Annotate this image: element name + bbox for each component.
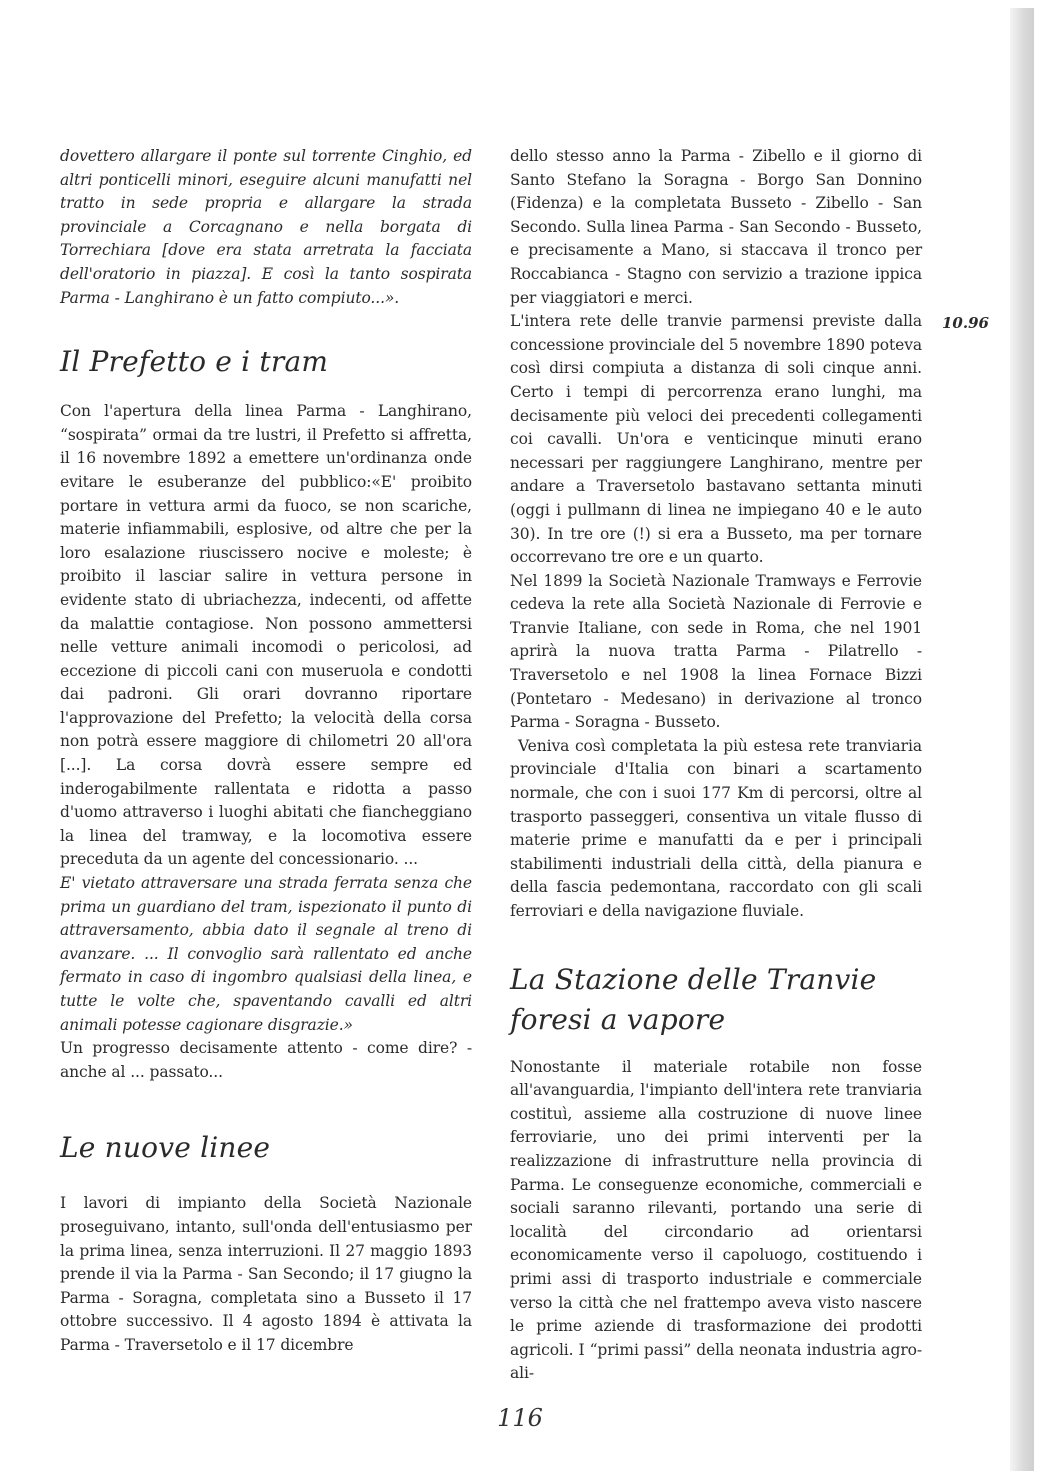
nuove-linee-paragraph: I lavori di impianto della Società Nazionale proseguivano, intanto, sull'onda dell'entusiasmo per la prima linea, senza interruzioni. Il 27 maggio 1893 prende il via la Parma - San Secondo; il 17 giugno la Parma - Soragna, completata sino a Busseto il 17 ottobre successivo. Il 4 agosto 1894 è attivata la Parma - Traversetolo e il 17 dicembre — [60, 1194, 472, 1354]
margin-note: 10.96 — [942, 314, 989, 332]
lines-paragraph: dello stesso anno la Parma - Zibello e il giorno di Santo Stefano la Soragna - Borgo San Donnino (Fidenza) e la completata Busseto - Zibello - San Secondo. Sulla linea Parma - San Secondo - Busseto, e precisamente a Mano, si staccava il tronco per Roccabianca - Stagno con servizio a trazione ippica per viaggiatori e merci. — [510, 147, 922, 307]
stazione-paragraph: Nonostante il materiale rotabile non fosse all'avanguardia, l'impianto dell'intera rete tranviaria costituì, assieme alla costruzione di nuove linee ferroviarie, uno dei primi interventi per la realizzazione di infrastrutture nella provincia di Parma. Le conseguenze economiche, commerciali e sociali saranno rilevanti, portando una serie di località del circondario ad orientarsi economicamente verso il capoluogo, costituendo i primi assi di trasporto industriale e commerciale verso la città che nel frattempo aveva visto nascere le prime aziende di trasformazione dei prodotti agricoli. I “primi passi” della neonata industria agro-ali- — [510, 1057, 922, 1383]
prefetto-paragraph-2: E' vietato attraversare una strada ferrata senza che prima un guardiano del tram, ispezionato il punto di attraversamento, abbia dato il segnale al treno di avanzare. ... Il convoglio sarà rallentato ed anche fermato in caso di ingombro qualsiasi della linea, e tutte le volte che, spaventando cavalli ed altri animali potesse cagionare disgrazie.» — [60, 874, 472, 1034]
page-number: 116 — [497, 1404, 543, 1432]
company-paragraph: Nel 1899 la Società Nazionale Tramways e Ferrovie cedeva la rete alla Società Nazionale di Ferrovie e Tranvie Italiane, con sede in Roma, che nel 1901 aprirà la nuova tratta Parma - Pilatrello - Traversetolo e nel 1908 la linea Fornace Bizzi (Pontetaro - Medesano) in derivazione al tronco Parma - Soragna - Busseto. — [510, 571, 922, 732]
prefetto-paragraph-3: Un progresso decisamente attento - come dire? - anche al ... passato... — [60, 1039, 472, 1081]
intro-paragraph: dovettero allargare il ponte sul torrente Cinghio, ed altri ponticelli minori, eseguire alcuni manufatti nel tratto in sede propria e allargare la strada provinciale a Corcagnano e nella borgata di Torrechiara [dove era stata arretrata la facciata dell'oratorio in piazza]. E così la tanto sospirata Parma - Langhirano è un fatto compiuto...». — [60, 147, 472, 307]
left-column — [60, 145, 472, 1358]
right-column — [510, 145, 922, 1386]
heading-stazione: La Stazione delle Tranvie foresi a vapore — [510, 962, 877, 1036]
extension-paragraph: Veniva così completata la più estesa rete tranviaria provinciale d'Italia con binari a scartamento normale, che con i suoi 177 Km di percorsi, oltre al trasporto passeggeri, consentiva un vitale flusso di materie prime e manufatti da e per i principali stabilimenti industriali della città, della pianura e della fascia pedemontana, raccordato con gli scali ferroviari e della navigazione fluviale. — [510, 736, 922, 920]
prefetto-paragraph-1: Con l'apertura della linea Parma - Langhirano, “sospirata” ormai da tre lustri, il Prefetto si affretta, il 16 novembre 1892 a emettere un'ordinanza onde evitare le esuberanze del pubblico:«E' proibito portare in vettura armi da fuoco, se non scariche, materie infiammabili, esplosive, od altre che per la loro esalazione riuscissero nocive e moleste; è proibito il lasciar salire in vettura persone in evidente stato di ubriachezza, indecenti, od affette da malattie contagiose. Non possono ammettersi nelle vetture animali incomodi o pericolosi, ad eccezione di piccoli cani con museruola e condotti dai padroni. Gli orari dovranno riportare l'approvazione del Prefetto; la velocità della corsa non potrà essere maggiore di chilometri 20 all'ora [...]. La corsa dovrà essere sempre ed inderogabilmente rallentata e ridotta a passo d'uomo attraverso i luoghi abitati che fiancheggiano la linea del tramway, e la locomotiva essere preceduta da un agente del concessionario. ... — [60, 402, 472, 869]
heading-prefetto: Il Prefetto e i tram — [60, 345, 329, 379]
page-edge-shadow — [1010, 8, 1034, 1471]
heading-nuove-linee: Le nuove linee — [60, 1131, 271, 1165]
network-paragraph: L'intera rete delle tranvie parmensi previste dalla concessione provinciale del 5 novembre 1890 poteva così dirsi compiuta a distanza di soli cinque anni. Certo i tempi di percorrenza erano lunghi, ma decisamente più veloci dei precedenti collegamenti coi cavalli. Un'ora e venticinque minuti erano necessari per raggiungere Langhirano, mentre per andare a Traversetolo bastavano settanta minuti (oggi i pullmann di linea ne impiegano 40 e le auto 30). In tre ore (!) si era a Busseto, ma per tornare occorrevano tre ore e un quarto. — [510, 312, 922, 567]
